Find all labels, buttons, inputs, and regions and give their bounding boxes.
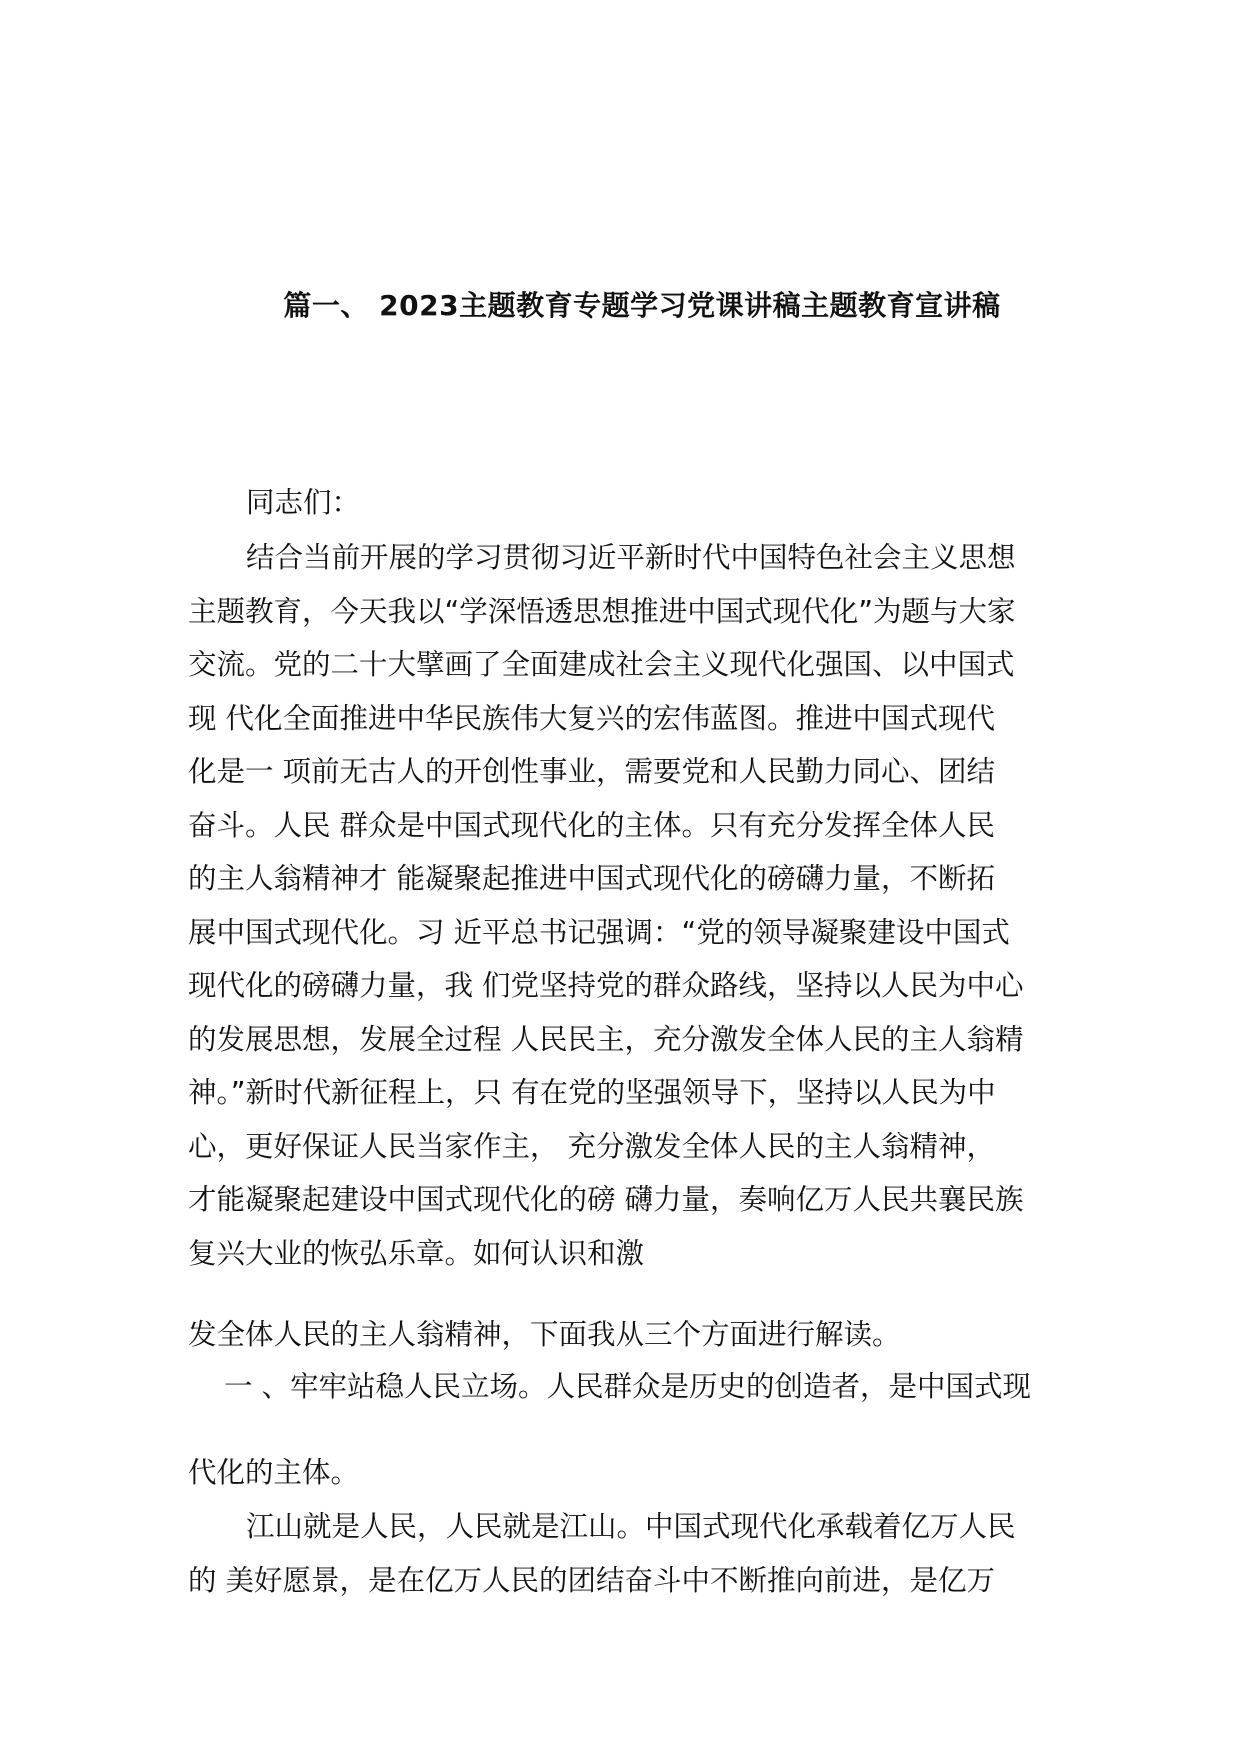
paragraph-line: 才能凝聚起建设中国式现代化的磅 礴力量，奏响亿万人民共襄民族: [188, 1183, 1024, 1216]
paragraph-line: 江山就是人民，人民就是江山。中国式现代化承载着亿万人民: [246, 1510, 1016, 1543]
paragraph-line: 复兴大业的恢弘乐章。如何认识和激: [188, 1236, 645, 1270]
section-heading-line: 代化的主体。: [188, 1456, 360, 1489]
paragraph-line: 的主人翁精神才 能凝聚起推进中国式现代化的磅礴力量，不断拓: [188, 862, 996, 895]
paragraph-line: 发全体人民的主人翁精神，下面我从三个方面进行解读。: [188, 1318, 901, 1351]
document-title: 篇一、 2023主题教育专题学习党课讲稿主题教育宣讲稿: [283, 289, 1001, 322]
paragraph-line: 主题教育，今天我以“学深悟透思想推进中国式现代化”为题与大家: [188, 594, 1016, 628]
paragraph-line: 化是一 项前无古人的开创性事业，需要党和人民勤力同心、团结: [188, 755, 996, 788]
section-1-heading: [188, 1360, 1068, 1414]
paragraph-line: 交流。党的二十大擘画了全面建成社会主义现代化强国、以中国式: [188, 648, 1015, 681]
section-1-heading-cont: [188, 1446, 1068, 1500]
paragraph-line: 奋斗。人民 群众是中国式现代化的主体。只有充分发挥全体人民: [188, 808, 996, 842]
paragraph-line: 展中国式现代化。习 近平总书记强调：“党的领导凝聚建设中国式: [188, 915, 1010, 949]
paragraph-line: 神。”新时代新征程上，只 有在党的坚强领导下，坚持以人民为中: [188, 1076, 996, 1109]
paragraph-line: 心，更好保证人民当家作主， 充分激发全体人民的主人翁精神，: [188, 1129, 996, 1163]
paragraph-line: 的发展思想，发展全过程 人民民主，充分激发全体人民的主人翁精: [188, 1022, 1024, 1056]
paragraph-line: 的 美好愿景，是在亿万人民的团结奋斗中不断推向前进，是亿万: [188, 1563, 996, 1597]
paragraph-2: [188, 1500, 1068, 1607]
paragraph-1: [188, 531, 1068, 1280]
greeting-block: [188, 476, 1068, 530]
paragraph-line: 现 代化全面推进中华民族伟大复兴的宏伟蓝图。推进中国式现代: [188, 701, 996, 735]
paragraph-line: 现代化的磅礴力量，我 们党坚持党的群众路线，坚持以人民为中心: [188, 969, 1024, 1002]
paragraph-line: 结合当前开展的学习贯彻习近平新时代中国特色社会主义思想: [246, 541, 1016, 574]
greeting: 同志们：: [246, 486, 361, 519]
section-heading-line: 一 、牢牢站稳人民立场。人民群众是历史的创造者，是中国式现: [224, 1370, 1032, 1403]
paragraph-1-tail: [188, 1308, 1068, 1362]
